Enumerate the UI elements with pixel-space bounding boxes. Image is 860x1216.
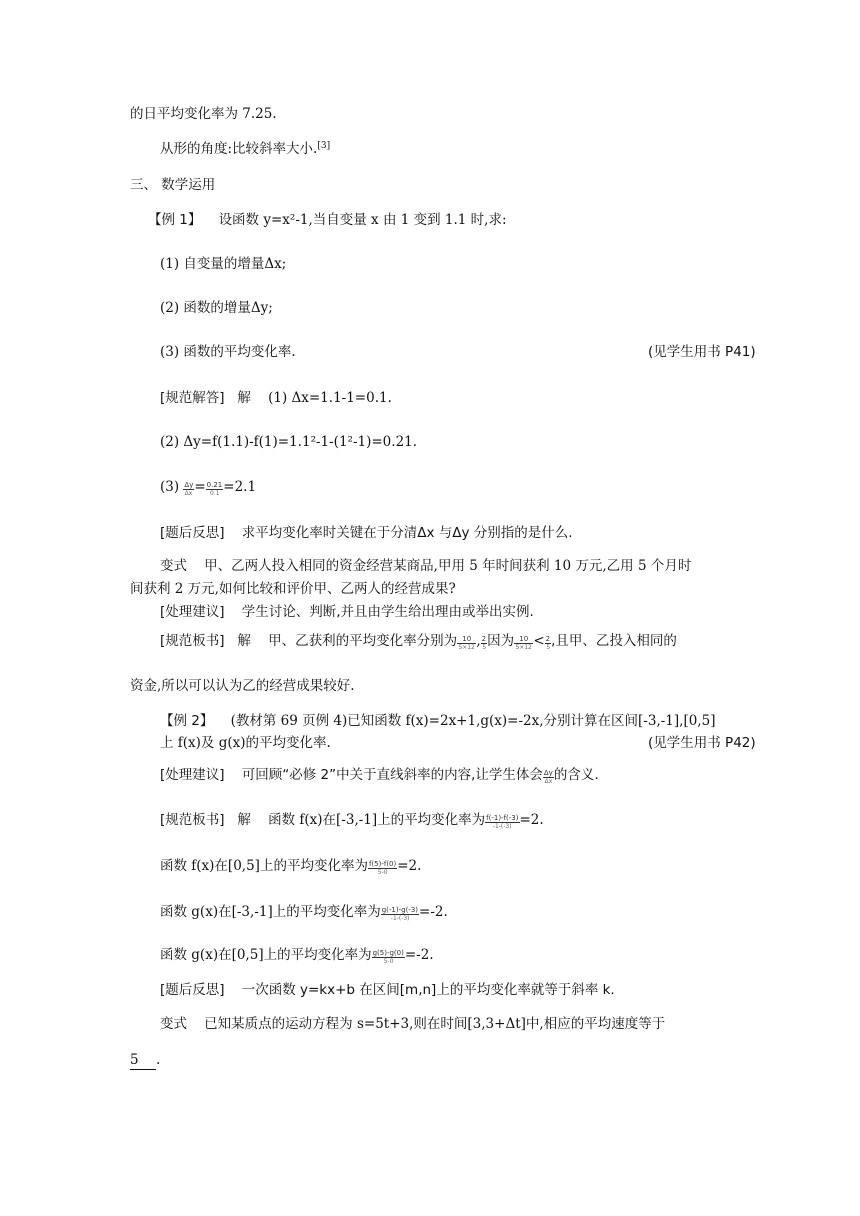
fraction-c: $\frac{10}{5\times 12}$ xyxy=(515,635,532,651)
board-1: [规范板书] 解 甲、乙获利的平均变化率分别为 $\frac{10}{5\times 12}$ , $\frac{2}{5}$ 因为 $\frac{10}{5\times 12}$ < $\frac{2}{5}$ ,且甲、乙投入相同的 xyxy=(160,633,677,651)
text-fragment: . xyxy=(156,1052,161,1068)
text-fragment: 因为 xyxy=(487,633,515,649)
fraction-f2: $\frac{f(5)-f(0)}{5-0}$ xyxy=(368,860,397,876)
text-fragment: =2.1 xyxy=(223,479,257,495)
example-1-statement xyxy=(148,211,507,229)
fraction-a: $\frac{10}{5\times 12}$ xyxy=(458,635,475,651)
solution-word: 解 xyxy=(237,390,251,406)
reflection-2 xyxy=(160,981,615,999)
fraction-delta: $\frac{\Delta y}{\Delta x}$ xyxy=(184,481,194,497)
question-2: (2) 函数的增量Δy; xyxy=(160,300,273,316)
text-fragment: ,且甲、乙投入相同的 xyxy=(551,633,677,649)
board-2-line-2 xyxy=(160,857,421,876)
example-2-line-2: 上 f(x)及 g(x)的平均变化率. xyxy=(160,735,331,751)
text-fragment: 可回顾“必修 2”中关于直线斜率的内容,让学生体会 xyxy=(241,767,543,783)
example-label: 【例 1】 xyxy=(148,212,202,228)
reflection-tag: [题后反思] xyxy=(160,982,225,998)
text-fragment: 甲、乙获利的平均变化率分别为 xyxy=(268,633,458,649)
solution-tag: [规范解答] xyxy=(160,390,225,406)
text-fragment: 学生讨论、判断,并且由学生给出理由或举出实例. xyxy=(241,604,534,620)
board-2 xyxy=(160,811,544,830)
fraction-d: $\frac{2}{5}$ xyxy=(545,635,551,651)
text-fragment: =2. xyxy=(397,858,422,874)
text-fragment: =-2. xyxy=(419,904,448,920)
text-fragment: (3) xyxy=(160,479,180,495)
suggestion-2 xyxy=(160,766,599,785)
variant-1-line-2: 间获利 2 万元,如何比较和评价甲、乙两人的经营成果? xyxy=(130,581,456,597)
text-fragment: =-2. xyxy=(404,947,434,963)
solution-word: 解 xyxy=(237,633,251,649)
reference-note: (见学生用书 P41) xyxy=(648,344,756,360)
text-fragment: 从形的角度:比较斜率大小. xyxy=(160,141,318,157)
text-fragment: 求平均变化率时关键在于分清Δx 与Δy 分别指的是什么. xyxy=(241,525,573,541)
board-1-cont: 资金,所以可以认为乙的经营成果较好. xyxy=(130,678,355,694)
question-3: (3) 函数的平均变化率. xyxy=(160,344,296,360)
text-fragment: 设函数 y=x²-1,当自变量 x 由 1 变到 1.1 时,求: xyxy=(218,212,507,228)
text-fragment: 一次函数 y=kx+b 在区间[m,n]上的平均变化率就等于斜率 k. xyxy=(241,982,615,998)
text-fragment: 函数 g(x)在[0,5]上的平均变化率为 xyxy=(160,947,372,963)
board-tag: [规范板书] xyxy=(160,633,225,649)
text-fragment: (教材第 69 页例 4)已知函数 f(x)=2x+1,g(x)=-2x,分别计算在区间[-3,-1],[0,5] xyxy=(230,713,716,729)
text-fragment: (1) Δx=1.1-1=0.1. xyxy=(268,390,392,406)
text-fragment: 的含义. xyxy=(553,767,599,783)
variant-2-answer xyxy=(130,1051,160,1070)
text-fragment: 函数 g(x)在[-3,-1]上的平均变化率为 xyxy=(160,904,381,920)
solution-word: 解 xyxy=(237,812,251,828)
fraction-slope: $\frac{\Delta y}{\Delta x}$ xyxy=(543,769,553,785)
suggestion-1 xyxy=(160,603,534,621)
text-fragment: 函数 f(x)在[0,5]上的平均变化率为 xyxy=(160,858,368,874)
example-2-line-1 xyxy=(160,712,715,730)
fraction-b: $\frac{2}{5}$ xyxy=(481,635,487,651)
fraction-g2: $\frac{g(5)-g(0)}{5-0}$ xyxy=(372,949,404,965)
variant-tag: 变式 xyxy=(160,1016,187,1032)
fraction-f1: $\frac{f(-1)-f(-3)}{-1-(-3)}$ xyxy=(486,814,519,830)
section-heading: 三、 数学运用 xyxy=(130,177,216,193)
question-1: (1) 自变量的增量Δx; xyxy=(160,256,287,272)
text-fragment: 函数 f(x)在[-3,-1]上的平均变化率为 xyxy=(268,812,486,828)
reference-note: (见学生用书 P42) xyxy=(648,735,756,751)
text-line: 的日平均变化率为 7.25. xyxy=(130,106,277,122)
fraction-g1: $\frac{g(-1)-g(-3)}{-1-(-3)}$ xyxy=(381,906,419,922)
reflection-1 xyxy=(160,524,573,542)
board-2-line-4 xyxy=(160,946,434,965)
text-fragment: 已知某质点的运动方程为 s=5t+3,则在时间[3,3+Δt]中,相应的平均速度等于 xyxy=(204,1016,666,1032)
text-line xyxy=(160,140,330,158)
answer-blank: 5 xyxy=(130,1051,156,1070)
solution-line-2: (2) Δy=f(1.1)-f(1)=1.1²-1-(1²-1)=0.21. xyxy=(160,434,418,450)
board-2-line-3 xyxy=(160,903,448,922)
citation: [3] xyxy=(317,141,331,151)
text-fragment: 甲、乙两人投入相同的资金经营某商品,甲用 5 年时间获利 10 万元,乙用 5 个月时 xyxy=(204,558,692,574)
solution-line-1 xyxy=(160,389,392,407)
reflection-tag: [题后反思] xyxy=(160,525,225,541)
example-label: 【例 2】 xyxy=(160,713,214,729)
suggestion-tag: [处理建议] xyxy=(160,604,225,620)
variant-2 xyxy=(160,1015,665,1033)
text-fragment: =2. xyxy=(519,812,544,828)
suggestion-tag: [处理建议] xyxy=(160,767,225,783)
fraction-value: $\frac{0.21}{0.1}$ xyxy=(206,481,223,497)
variant-tag: 变式 xyxy=(160,558,187,574)
board-tag: [规范板书] xyxy=(160,812,225,828)
variant-1-line-1 xyxy=(160,557,691,575)
solution-line-3: (3) $\frac{\Delta y}{\Delta x}$ = $\frac{0.21}{0.1}$ =2.1 xyxy=(160,479,257,497)
